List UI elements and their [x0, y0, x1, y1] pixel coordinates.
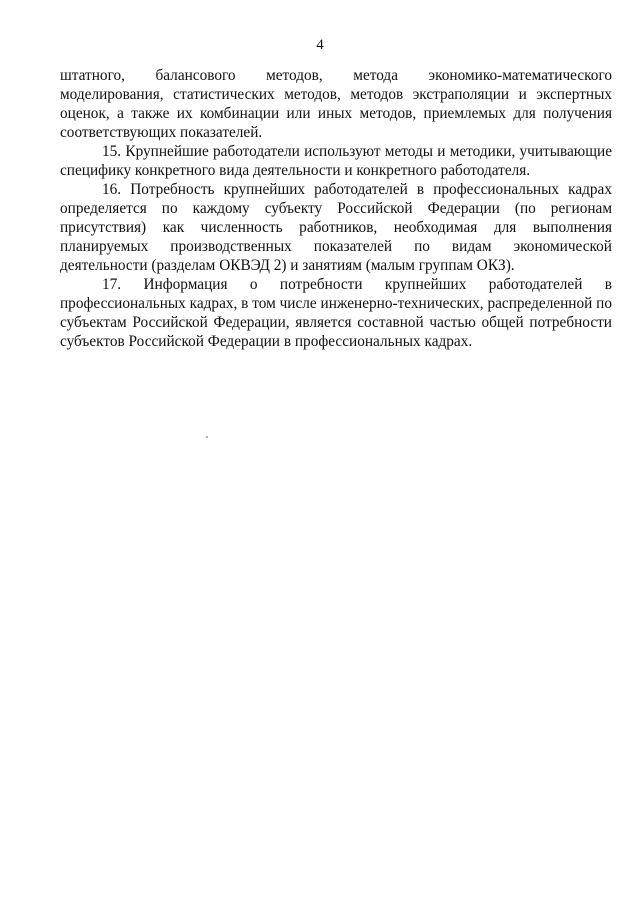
paragraph-16: 16. Потребность крупнейших работодателей в профессиональных кадрах определяется по каждому субъекту Российской Федерации (по регионам присутствия) как численность работников, необходимая для выполнения планируемых производственных показателей по видам экономической деятельности (разделам ОКВЭД 2) и занятиям (малым группам ОКЗ). — [60, 181, 612, 274]
paragraph-17: 17. Информация о потребности крупнейших работодателей в профессиональных кадрах, в том числе инженерно-технических, распределенной по субъектам Российской Федерации, является составной частью общей потребности субъектов Российской Федерации в профессиональных кадрах. — [60, 276, 612, 350]
document-body — [60, 66, 612, 351]
paragraph-methods-continued: штатного, балансового методов, метода экономико-математического моделирования, статистических методов, методов экстраполяции и экспертных оценок, а также их комбинации или иных методов, приемлемых для получения соответствующих показателей. — [60, 67, 612, 141]
paragraph-15: 15. Крупнейшие работодатели используют методы и методики, учитывающие специфику конкретного вида деятельности и конкретного работодателя. — [60, 143, 612, 179]
scan-speck — [206, 436, 208, 438]
page-number: 4 — [316, 37, 324, 53]
